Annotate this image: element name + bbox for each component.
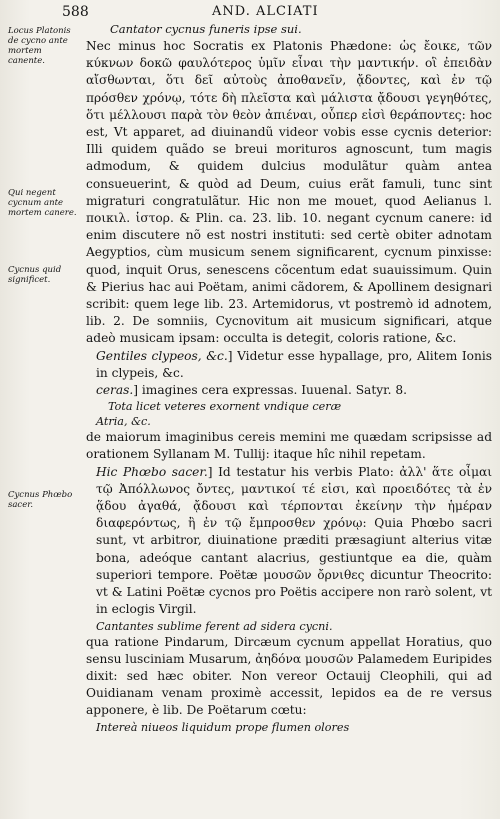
running-head: AND. ALCIATI (212, 4, 319, 19)
quote-juvenal-2: Atria, &c. (96, 415, 151, 429)
text-gentiles: ] Videtur esse hypallage, pro, Alitem Ionis in clypeis, &c. (96, 348, 493, 380)
margin-note-plato: Locus Platonis de cycno ante mortem canente. (8, 26, 71, 66)
text-ceras: ] imagines cera expressas. Iuuenal. Satyr. 8. (133, 383, 407, 398)
lemma-gentiles: Gentiles clypeos, &c. (96, 348, 228, 363)
lemma-ceras: ceras. (96, 383, 134, 398)
quote-virgil: Cantantes sublime ferent ad sidera cycni. (96, 619, 333, 633)
margin-note-phoebo: Cycnus Phœbo sacer. (8, 490, 73, 510)
text-phoebo: ] Id testatur his verbis Plato: ἀλλ' ἅτε οἶμαι τῷ Ἀπόλλωνος ὄντες, μαντικοί τέ εἰσι, καὶ προειδότες τὰ ἐν ᾅδου ἀγαθά, ᾄδουσι καὶ τέρπονται ἐκείνην τὴν ἡμέραν διαφερόντως, ἢ ἐν τῷ ἔμπροσθεν χρόνῳ: Quia Phœbo sacri sunt, vt arbitror, diuinatione præditi præsagiunt alterius vitæ bona, adeóque cantant alacrius, gestiuntque ea die, quàm superiori tempore. Poëtæ μουσῶν ὄρνιθες dicuntur Theocrito: vt & Latini Poëtæ cycnos pro Poëtis accipere non rarò solent, vt in eclogis Virgil. (96, 464, 492, 617)
paragraph-ceras (86, 382, 492, 399)
quote-cleophili: Intereà niueos liquidum prope flumen olores (96, 720, 350, 734)
page-number: 588 (62, 4, 89, 20)
paragraph-phoebo (86, 464, 492, 619)
paragraph-phaedo: Nec minus hoc Socratis ex Platonis Phædone: ὡς ἔοικε, τῶν κύκνων δοκῶ φαυλότερος ὑμῖν εἶναι τὴν μαντικήν. οἳ ἐπειδὰν αἴσθωνται, ὅτι δεῖ αὐτοὺς ἀποθανεῖν, ᾄδοντες, καὶ ἐν τῷ πρόσθεν χρόνῳ, τότε δὴ πλεῖστα καὶ μάλιστα ᾄδουσι γεγηθότες, ὅτι μέλλουσι παρὰ τὸν θεὸν ἀπιέναι, οὗπερ εἰσὶ θεράποντες: hoc est, Vt apparet, ad diuinandũ videor vobis esse cycnis deterior: Illi quidem quãdo se breui morituros agnoscunt, tum magis admodum, & quidem dulcius modulãtur quàm antea consueuerint, & quòd ad Deum, cuius erãt famuli, tunc sint migraturi congratulãtur. Hic non me mouet, quod Aelianus l. ποικιλ. ἱστορ. & Plin. ca. 23. lib. 10. negant cycnum canere: id enim discutere nõ est nostri instituti: sed certè obiter adnotam Aegyptios, cùm musicum senem significarent, cycnum pinxisse: quod, inquit Orus, senescens cõcentum edat suauissimum. Quin & Pierius hac aui Poëtam, animi cãdorem, & Apollinem designari scribit: quem lege lib. 23. Artemidorus, vt postremò id adnotem, lib. 2. De somniis, Cycnovitum ait musicum significari, atque adeò musicam ipsam: occulta is detegit, coloris ratione, &c. (86, 39, 492, 346)
paragraph-maiorum: de maiorum imaginibus cereis memini me quædam scripsisse ad orationem Syllanam M. Tullij: itaque hîc nihil repetam. (86, 430, 492, 462)
emblem-subtitle: Cantator cycnus funeris ipse sui. (110, 22, 302, 36)
lemma-phoebo: Hic Phœbo sacer. (96, 464, 208, 479)
paragraph-pindarum: qua ratione Pindarum, Dircæum cycnum appellat Horatius, quo sensu lusciniam Musarum, ἀηδόνα μουσῶν Palamedem Euripides dixit: sed hæc obiter. Non vereor Octauij Cleophili, qui ad Ouidianam venam proximè accessit, lepidos ea de re versus apponere, è lib. De Poëtarum cœtu: (86, 634, 492, 718)
margin-note-negent: Qui negent cycnum ante mortem canere. (8, 188, 77, 218)
margin-note-significet: Cycnus quid significet. (8, 265, 62, 285)
commentary-body (86, 38, 492, 735)
paragraph-gentiles (86, 348, 492, 382)
quote-juvenal-1: Tota licet veteres exornent vndique ceræ (108, 400, 342, 414)
page-header (62, 4, 492, 22)
